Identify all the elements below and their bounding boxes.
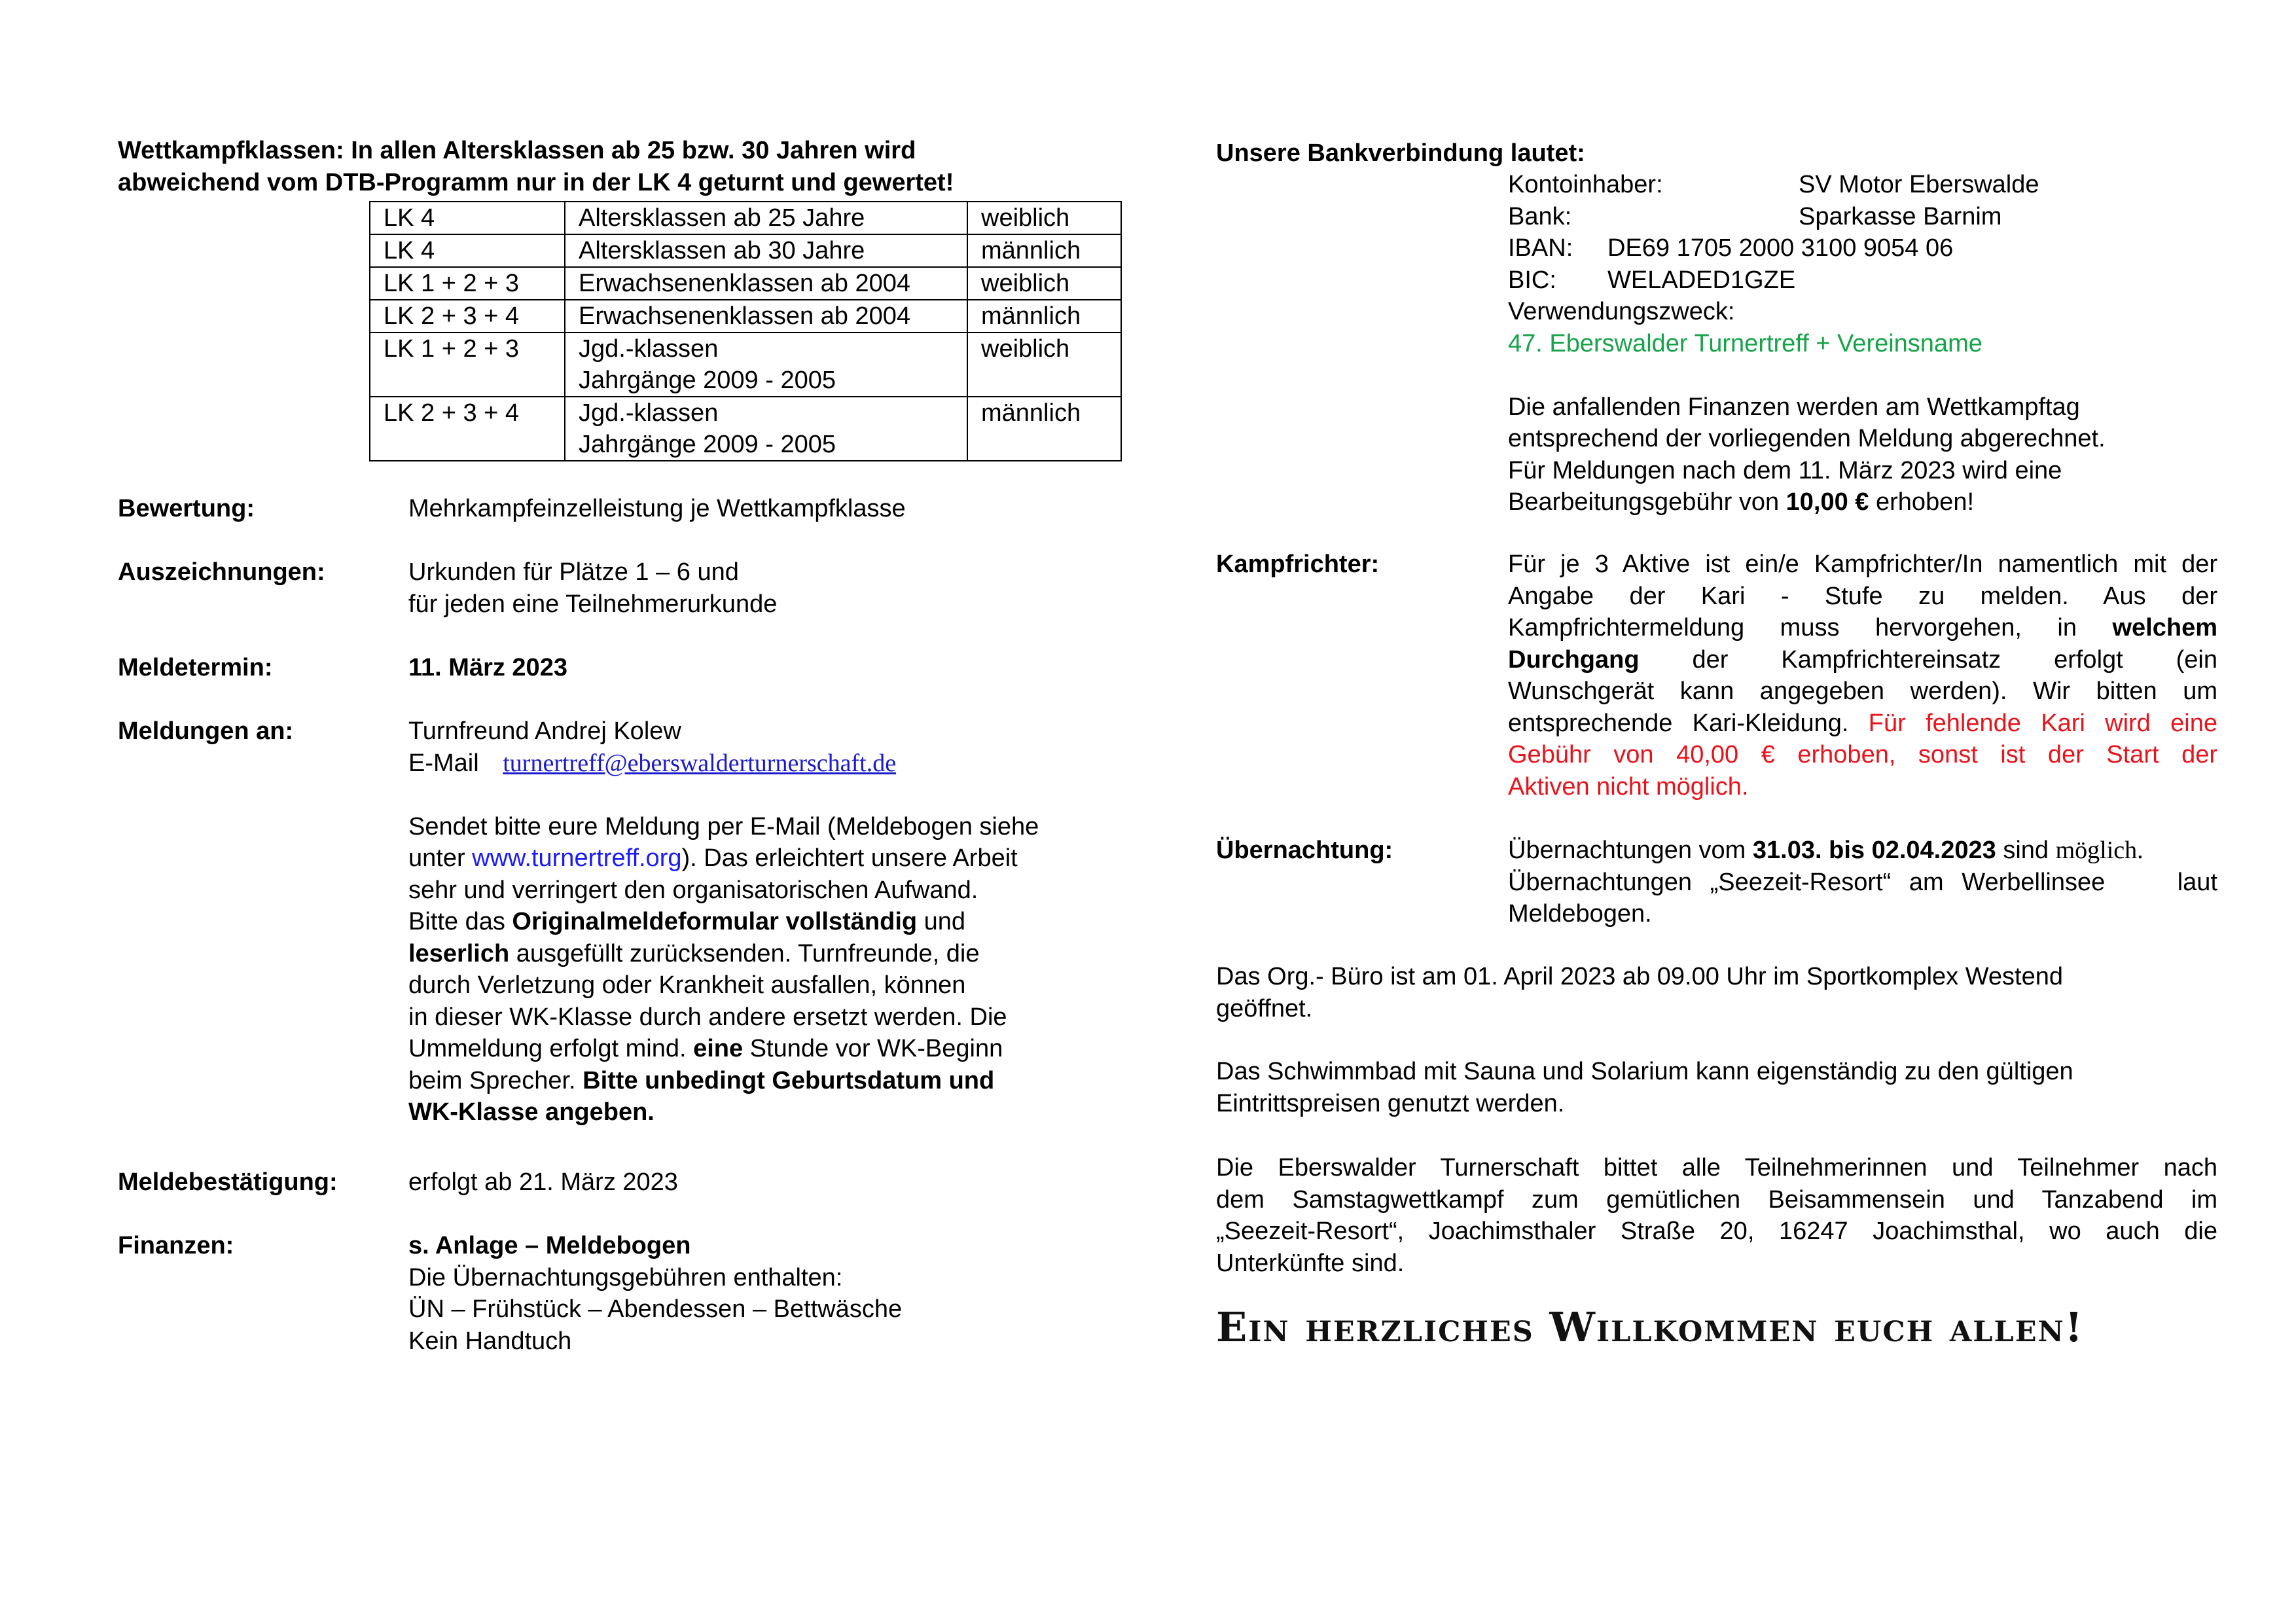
table-row xyxy=(370,300,1121,333)
klasse-cell: Erwachsenenklassen ab 2004 xyxy=(565,300,967,333)
lk-cell: LK 1 + 2 + 3 xyxy=(370,333,565,397)
meldungen-label: Meldungen an: xyxy=(118,717,294,745)
meldebestaetigung-text: erfolgt ab 21. März 2023 xyxy=(408,1168,678,1196)
email-link[interactable]: turnertreff@eberswalderturnerschaft.de xyxy=(503,749,897,777)
bic-value: WELADED1GZE xyxy=(1607,266,1796,294)
verwendungszweck: 47. Eberswalder Turnertreff + Vereinsname xyxy=(1508,329,1982,357)
meldebestaetigung-label: Meldebestätigung: xyxy=(118,1168,338,1196)
table-row xyxy=(370,333,1121,397)
lk-cell: LK 4 xyxy=(370,234,565,267)
bank-details: Kontoinhaber: SV Motor Eberswalde Bank: Sparkasse Barnim IBAN: DE69 1705 2000 3100 9054 06 BIC: WELADED1GZE Verwendungszweck: 47. Eberswalder Turnertreff + Vereinsname Die anfallenden Finanzen werden am Wettkampftag entsprechend der vorliegenden Meldung abgerechnet. Für Meldungen nach dem 11. März 2023 wird eine Bearbeitungsgebühr von 10,00 € erhoben! xyxy=(1508,171,2106,516)
iban-value: DE69 1705 2000 3100 9054 06 xyxy=(1607,234,1954,262)
website-link[interactable]: www.turnertreff.org xyxy=(472,844,682,872)
lk-cell: LK 2 + 3 + 4 xyxy=(370,300,565,333)
auszeichnungen-text: Urkunden für Plätze 1 – 6 und für jeden eine Teilnehmerurkunde xyxy=(408,558,778,618)
lk-cell: LK 2 + 3 + 4 xyxy=(370,397,565,461)
geschlecht-cell: weiblich xyxy=(967,202,1121,234)
meldetermin-label: Meldetermin: xyxy=(118,654,273,681)
wettkampfklassen-heading: Wettkampfklassen: In allen Altersklassen ab 25 bzw. 30 Jahren wird abweichend vom DTB-Programm nur in der LK 4 geturnt und gewertet! xyxy=(118,137,954,196)
klasse-cell: Jgd.-klassen Jahrgänge 2009 - 2005 xyxy=(565,333,967,397)
finanzen-text: s. Anlage – Meldebogen Die Übernachtungsgebühren enthalten: ÜN – Frühstück – Abendessen – Bettwäsche Kein Handtuch xyxy=(408,1232,903,1355)
geschlecht-cell: weiblich xyxy=(967,267,1121,300)
finanzen-label: Finanzen: xyxy=(118,1232,234,1259)
klasse-cell: Altersklassen ab 25 Jahre xyxy=(565,202,967,234)
auszeichnungen-label: Auszeichnungen: xyxy=(118,558,325,586)
schwimmbad-text: Das Schwimmbad mit Sauna und Solarium kann eigenständig zu den gültigen Eintrittspreisen genutzt werden. xyxy=(1216,1058,2073,1117)
geschlecht-cell: männlich xyxy=(967,300,1121,333)
kampfrichter-text: Für je 3 Aktive ist ein/e Kampfrichter/In namentlich mit der Angabe der Kari - Stufe zu melden. Aus der Kampfrichtermeldung muss hervorgehen, in welchem Durchgang der Kampfrichtereinsatz erfolgt (ein Wunschgerät kann angegeben werden). Wir bitten um entsprechende Kari-Kleidung. Für fehlende Kari wird eine Gebühr von 40,00 € erhoben, sonst ist der Start der Aktiven nicht möglich. xyxy=(1508,550,2217,801)
uebernachtung-label: Übernachtung: xyxy=(1216,837,1393,864)
table-row xyxy=(370,234,1121,267)
wettkampfklassen-table xyxy=(369,201,1122,461)
org-buero-text: Das Org.- Büro ist am 01. April 2023 ab 09.00 Uhr im Sportkomplex Westend geöffnet. xyxy=(1216,963,2064,1022)
geschlecht-cell: weiblich xyxy=(967,333,1121,397)
meldetermin-date: 11. März 2023 xyxy=(408,654,567,681)
geschlecht-cell: männlich xyxy=(967,234,1121,267)
email-label: E-Mail xyxy=(408,749,479,777)
uebernachtung-text: Übernachtungen vom 31.03. bis 02.04.2023 sind möglich. Übernachtungen „Seezeit-Resort“ am Werbellinsee laut Meldebogen. xyxy=(1508,837,2217,928)
welcome-heading: Ein herzliches Willkommen euch allen! xyxy=(1216,1303,2084,1351)
klasse-cell: Erwachsenenklassen ab 2004 xyxy=(565,267,967,300)
email-row xyxy=(408,748,1039,780)
kampfrichter-label: Kampfrichter: xyxy=(1216,550,1380,578)
table-row xyxy=(370,267,1121,300)
table-row xyxy=(370,397,1121,461)
geschlecht-cell: männlich xyxy=(967,397,1121,461)
klasse-cell: Altersklassen ab 30 Jahre xyxy=(565,234,967,267)
abschluss-text: Die Eberswalder Turnerschaft bittet alle Teilnehmerinnen und Teilnehmer nach dem Samstagwettkampf zum gemütlichen Beisammensein und Tanzabend im „Seezeit-Resort“, Joachimsthaler Straße 20, 16247 Joachimsthal, wo auch die Unterkünfte sind. xyxy=(1216,1154,2217,1277)
contact-name: Turnfreund Andrej Kolew xyxy=(408,717,681,745)
bewertung-label: Bewertung: xyxy=(118,495,255,522)
table-row xyxy=(370,202,1121,234)
lk-cell: LK 1 + 2 + 3 xyxy=(370,267,565,300)
lk-cell: LK 4 xyxy=(370,202,565,234)
bank-heading: Unsere Bankverbindung lautet: xyxy=(1216,139,1585,167)
klasse-cell: Jgd.-klassen Jahrgänge 2009 - 2005 xyxy=(565,397,967,461)
bewertung-text: Mehrkampfeinzelleistung je Wettkampfklasse xyxy=(408,495,906,522)
meldungen-text: Turnfreund Andrej Kolew E-Mail turnertreff@eberswalderturnerschaft.de Sendet bitte eure Meldung per E-Mail (Meldebogen siehe unter www.turnertreff.org). Das erleichtert unsere Arbeit sehr und verringert den organisatorischen Aufwand. Bitte das Originalmeldeformular vollständig und leserlich ausgefüllt zurücksenden. Turnfreunde, die durch Verletzung oder Krankheit ausfallen, können in dieser WK-Klasse durch andere ersetzt werden. Die Ummeldung erfolgt mind. eine Stunde vor WK-Beginn beim Sprecher. Bitte unbedingt Geburtsdatum und WK-Klasse angeben. xyxy=(408,715,1039,1128)
